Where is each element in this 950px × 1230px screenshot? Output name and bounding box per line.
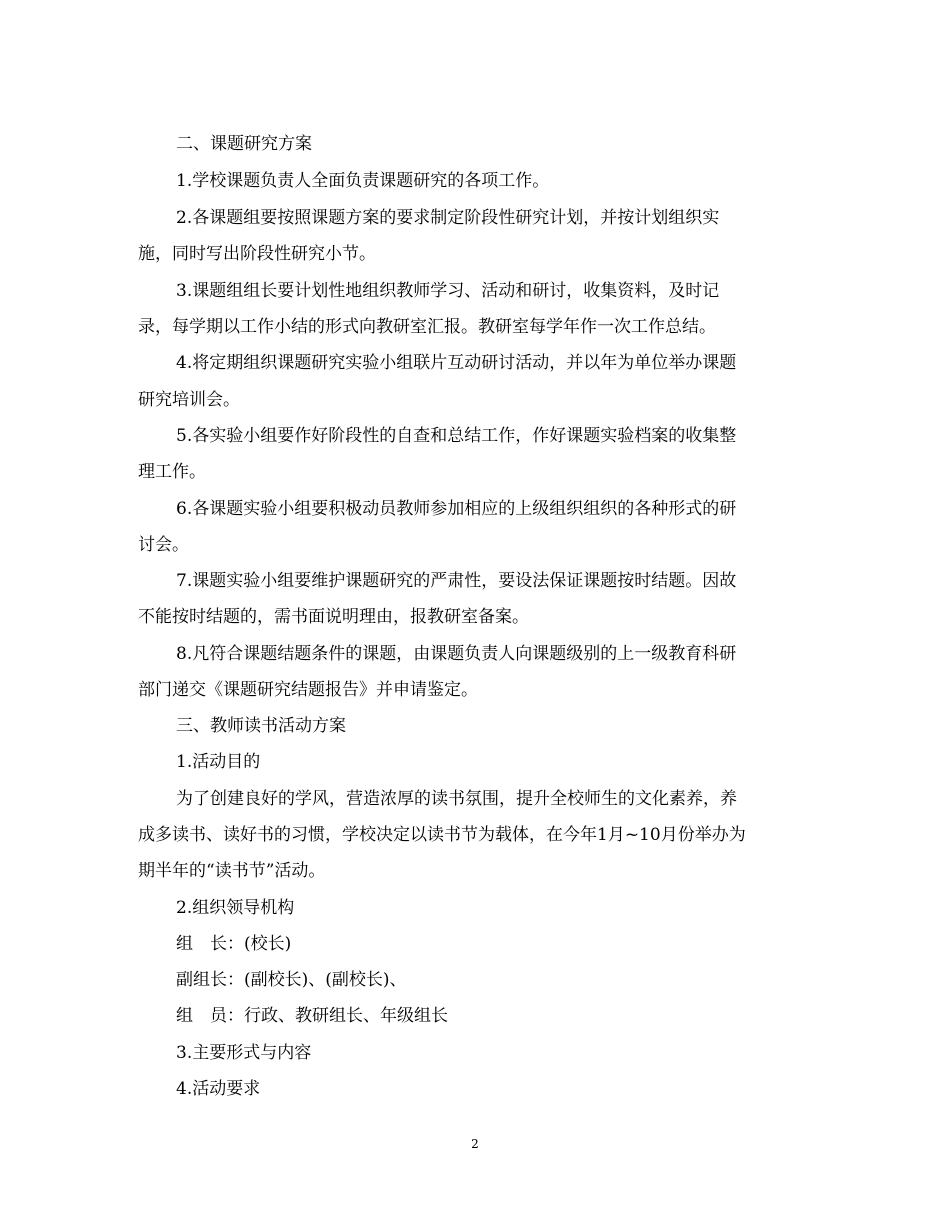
paragraph-line: 8.凡符合课题结题条件的课题，由课题负责人向课题级别的上一级教育科研 — [176, 644, 737, 664]
paragraph-line: 5.各实验小组要作好阶段性的自查和总结工作，作好课题实验档案的收集整 — [176, 426, 737, 446]
paragraph-line: 3.课题组组长要计划性地组织教师学习、活动和研讨，收集资料，及时记 — [176, 281, 720, 301]
paragraph-line: 2.各课题组要按照课题方案的要求制定阶段性研究计划，并按计划组织实 — [176, 208, 720, 228]
paragraph-line: 施，同时写出阶段性研究小节。 — [138, 244, 376, 264]
section-heading: 二、课题研究方案 — [176, 134, 312, 154]
paragraph-line: 期半年的“读书节”活动。 — [138, 861, 326, 881]
paragraph-line: 录，每学期以工作小结的形式向教研室汇报。教研室每学年作一次工作总结。 — [138, 317, 716, 337]
paragraph-line: 1.活动目的 — [176, 752, 261, 772]
paragraph-line: 研究培训会。 — [138, 390, 240, 410]
paragraph-line: 副组长：(副校长)、(副校长)、 — [176, 970, 407, 990]
paragraph-line: 6.各课题实验小组要积极动员教师参加相应的上级组织组织的各种形式的研 — [176, 499, 737, 519]
paragraph-line: 为了创建良好的学风，营造浓厚的读书氛围，提升全校师生的文化素养，养 — [176, 789, 737, 809]
paragraph-line: 组 员：行政、教研组长、年级组长 — [176, 1006, 448, 1026]
paragraph-line: 理工作。 — [138, 462, 206, 482]
paragraph-line: 成多读书、读好书的习惯，学校决定以读书节为载体，在今年1月~10月份举办为 — [138, 825, 746, 845]
section-heading: 三、教师读书活动方案 — [176, 716, 346, 736]
paragraph-line: 4.将定期组织课题研究实验小组联片互动研讨活动，并以年为单位举办课题 — [176, 353, 737, 373]
paragraph-line: 3.主要形式与内容 — [176, 1043, 312, 1063]
paragraph-line: 7.课题实验小组要维护课题研究的严肃性，要设法保证课题按时结题。因故 — [176, 571, 737, 591]
paragraph-line: 1.学校课题负责人全面负责课题研究的各项工作。 — [176, 171, 550, 191]
paragraph-line: 讨会。 — [138, 535, 189, 555]
paragraph-line: 部门递交《课题研究结题报告》并申请鉴定。 — [138, 680, 478, 700]
paragraph-line: 2.组织领导机构 — [176, 898, 295, 918]
paragraph-line: 不能按时结题的，需书面说明理由，报教研室备案。 — [138, 607, 529, 627]
paragraph-line: 组 长：(校长) — [176, 934, 292, 954]
page-number: 2 — [471, 1137, 479, 1151]
paragraph-line: 4.活动要求 — [176, 1079, 261, 1099]
